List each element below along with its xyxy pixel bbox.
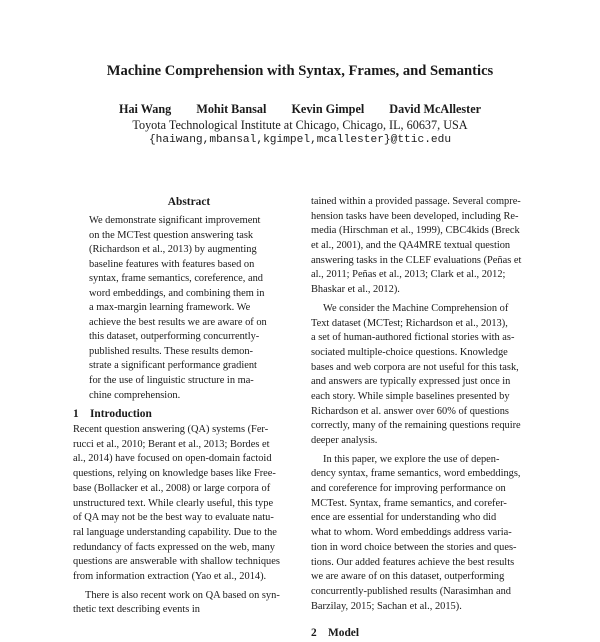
- text-line: a set of human-authored fictional stories with as-: [311, 332, 515, 344]
- author-name: Kevin Gimpel: [291, 102, 365, 116]
- text-line: redundancy of facts expressed on the web, many: [73, 541, 275, 553]
- text-line: Richardson et al. answer over 60% of questions: [311, 405, 509, 417]
- text-line: and answers are typically expressed just once in: [311, 376, 511, 388]
- section-title: Model: [328, 627, 360, 640]
- text-line: al., 2011; Peñas et al., 2013; Clark et al., 2012;: [311, 269, 506, 281]
- intro-paragraph-2: [73, 589, 305, 618]
- abstract-line: baseline features with features based on: [89, 258, 255, 270]
- section-heading-introduction: [73, 405, 305, 423]
- right-column: [311, 195, 542, 642]
- abstract-line: We demonstrate significant improvement: [89, 215, 261, 226]
- author-name: Hai Wang: [118, 102, 172, 116]
- right-paragraph-c: [311, 453, 542, 615]
- text-line: al., 2014) have focused on open-domain factoid: [73, 453, 272, 465]
- text-line: There is also recent work on QA based on syn-: [85, 589, 280, 601]
- text-line: media (Hirschman et al., 1999), CBC4kids (Breck: [311, 225, 520, 237]
- section-title: Introduction: [90, 408, 152, 421]
- text-line: answering tasks in the CLEF evaluations (Peñas et: [311, 254, 522, 266]
- text-line: Recent question answering (QA) systems (Fer-: [73, 424, 269, 436]
- text-line: correctly, many of the remaining questions require: [311, 420, 521, 432]
- intro-paragraph-1: [73, 423, 305, 585]
- text-line: we are aware of on this dataset, outperforming: [311, 571, 505, 583]
- abstract-line: published results. These results demon-: [89, 345, 254, 357]
- right-paragraph-a: [311, 195, 542, 298]
- text-line: bases and web corpora are not useful for this task,: [311, 361, 519, 373]
- text-line: questions are answerable with shallow techniques: [73, 556, 280, 568]
- abstract-line: this dataset, outperforming concurrently-: [89, 331, 260, 343]
- abstract-line: for the use of linguistic structure in ma-: [89, 375, 254, 387]
- text-line: and coreference for improving performance on: [311, 483, 506, 495]
- text-line: MCTest. Syntax, frame semantics, and corefer-: [311, 497, 507, 509]
- abstract-body: [73, 214, 305, 403]
- text-line: tions. Our added features achieve the best results: [311, 556, 515, 568]
- text-line: Text dataset (MCTest; Richardson et al., 2013),: [311, 317, 508, 329]
- text-line: We consider the Machine Comprehension of: [323, 302, 509, 314]
- left-column: [73, 195, 305, 618]
- abstract-line: chine comprehension.: [89, 389, 181, 401]
- abstract-line: word embeddings, and combining them in: [89, 287, 265, 299]
- section-heading-model: [311, 624, 542, 642]
- text-line: rucci et al., 2010; Berant et al., 2013; Bordes et: [73, 438, 270, 450]
- author-name: Mohit Bansal: [196, 102, 267, 116]
- abstract-line: a max-margin learning framework. We: [89, 302, 251, 314]
- section-number: 2: [311, 627, 317, 640]
- text-line: Barzilay, 2015; Sachan et al., 2015).: [311, 600, 462, 612]
- text-line: tion in word choice between the stories and ques-: [311, 541, 517, 553]
- text-line: from information extraction (Yao et al., 2014).: [73, 570, 267, 582]
- abstract-line: achieve the best results we are aware of on: [89, 316, 267, 328]
- paper-title: Machine Comprehension with Syntax, Frames, and Semantics: [106, 63, 494, 79]
- text-line: unstructured text. While clearly useful, this type: [73, 497, 274, 509]
- abstract-heading: Abstract: [167, 196, 211, 208]
- text-line: dency syntax, frame semantics, word embeddings,: [311, 468, 521, 480]
- author-name: David McAllester: [389, 102, 482, 116]
- right-paragraph-b: [311, 302, 542, 449]
- author-list: [0, 102, 600, 117]
- text-line: In this paper, we explore the use of depen-: [323, 453, 500, 465]
- text-line: et al., 2001), and the QA4MRE textual question: [311, 240, 511, 252]
- abstract-line: on the MCTest question answering task: [89, 229, 254, 241]
- text-line: of QA may not be the best way to evaluate natu-: [73, 512, 274, 524]
- text-line: deeper analysis.: [311, 435, 378, 446]
- author-emails: {haiwang,mbansal,kgimpel,mcallester}@ttic.edu: [148, 134, 452, 146]
- text-line: each story. While simple baselines presented by: [311, 390, 510, 402]
- text-line: Bhaskar et al., 2012).: [311, 284, 400, 296]
- text-line: hension tasks have been developed, including Re-: [311, 210, 519, 222]
- abstract-line: syntax, frame semantics, coreference, and: [89, 273, 263, 285]
- text-line: base (Bollacker et al., 2008) or large corpora of: [73, 482, 271, 494]
- text-line: questions, relying on knowledge bases like Free-: [73, 468, 276, 480]
- section-number: 1: [73, 408, 79, 421]
- text-line: thetic text describing events in: [73, 604, 200, 616]
- text-line: ence are essential for understanding who did: [311, 512, 497, 524]
- text-line: concurrently-published results (Narasimhan and: [311, 585, 511, 597]
- text-line: tained within a provided passage. Several compre-: [311, 196, 521, 207]
- abstract-line: strate a significant performance gradient: [89, 360, 257, 372]
- text-line: what to whom. Word embeddings address varia-: [311, 527, 512, 539]
- affiliation: Toyota Technological Institute at Chicago, Chicago, IL, 60637, USA: [132, 118, 468, 132]
- text-line: sociated multiple-choice questions. Knowledge: [311, 346, 508, 358]
- text-line: ral language understanding capability. Due to the: [73, 526, 277, 538]
- abstract-line: (Richardson et al., 2013) by augmenting: [89, 244, 257, 256]
